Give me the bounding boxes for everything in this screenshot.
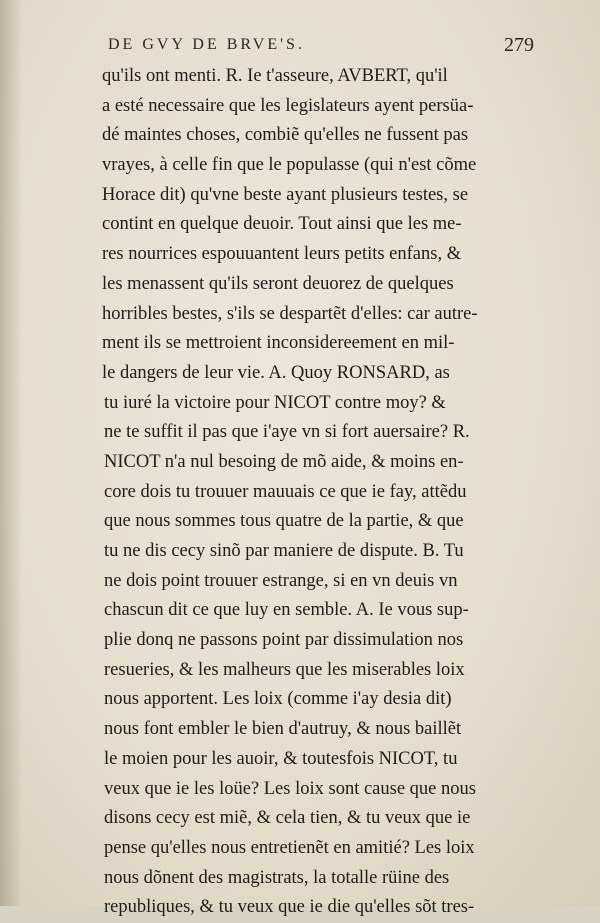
text-line: dé maintes choses, combiẽ qu'elles ne fussent pas [102,125,469,146]
text-line: ment ils se mettroient inconsidereement en mil- [102,333,455,354]
text-line: resueries, & les malheurs que les miserables loix [104,659,465,680]
text-line: nous dõnent des magistrats, la totalle rüine des [104,867,450,888]
text-line: le moien pour les auoir, & toutesfois NICOT, tu [104,748,458,769]
page-number: 279 [504,34,534,56]
text-line: pense qu'elles nous entretienẽt en amitié? Les loix [104,837,475,858]
text-line: Horace dit) qu'vne beste ayant plusieurs testes, se [102,184,469,205]
text-line: vrayes, à celle fin que le populasse (qui n'est cõme [102,155,477,176]
text-line: les menassent qu'ils seront deuorez de quelques [102,273,454,294]
text-line: que nous sommes tous quatre de la partie, & que [104,511,464,532]
page-header [104,34,534,62]
text-line: horribles bestes, s'ils se despartẽt d'elles: car autre- [102,303,478,324]
text-line: nous font embler le bien d'autruy, & nous baillẽt [104,719,462,740]
text-line: nous apportent. Les loix (comme i'ay desia dit) [104,689,452,710]
text-line: contint en quelque deuoir. Tout ainsi que les me- [102,214,462,235]
body-text [100,62,478,923]
text-line: ne te suffit il pas que i'aye vn si fort auersaire? R. [104,422,470,443]
text-line: veux que ie les loüe? Les loix sont cause que nous [104,778,476,799]
text-line: republiques, & tu veux que ie die qu'elles sõt tres- [104,897,475,918]
text-line: NICOT n'a nul besoing de mõ aide, & moins en- [104,451,464,472]
text-line: le dangers de leur vie. A. Quoy RONSARD, as [102,362,450,383]
gutter-shadow [0,0,22,906]
text-line: a esté necessaire que les legislateurs ayent persüa- [102,95,474,116]
text-line: tu ne dis cecy sinõ par maniere de dispute. B. Tu [104,541,464,561]
text-line: res nourrices espouuantent leurs petits enfans, & [102,244,462,265]
text-line: ne dois point trouuer estrange, si en vn deuis vn [104,570,458,591]
text-line: qu'ils ont menti. R. Ie t'asseure, AVBERT, qu'il [102,66,448,86]
text-line: core dois tu trouuer mauuais ce que ie fay, attẽdu [104,481,467,502]
text-line: plie donq ne passons point par dissimulation nos [104,630,464,651]
text-line: tu iuré la victoire pour NICOT contre moy? & [104,392,446,413]
text-line: disons cecy est miẽ, & cela tien, & tu veux que ie [104,808,471,829]
running-head: DE GVY DE BRVE'S. [108,36,305,53]
text-line: chascun dit ce que luy en semble. A. Ie vous sup- [104,600,469,621]
